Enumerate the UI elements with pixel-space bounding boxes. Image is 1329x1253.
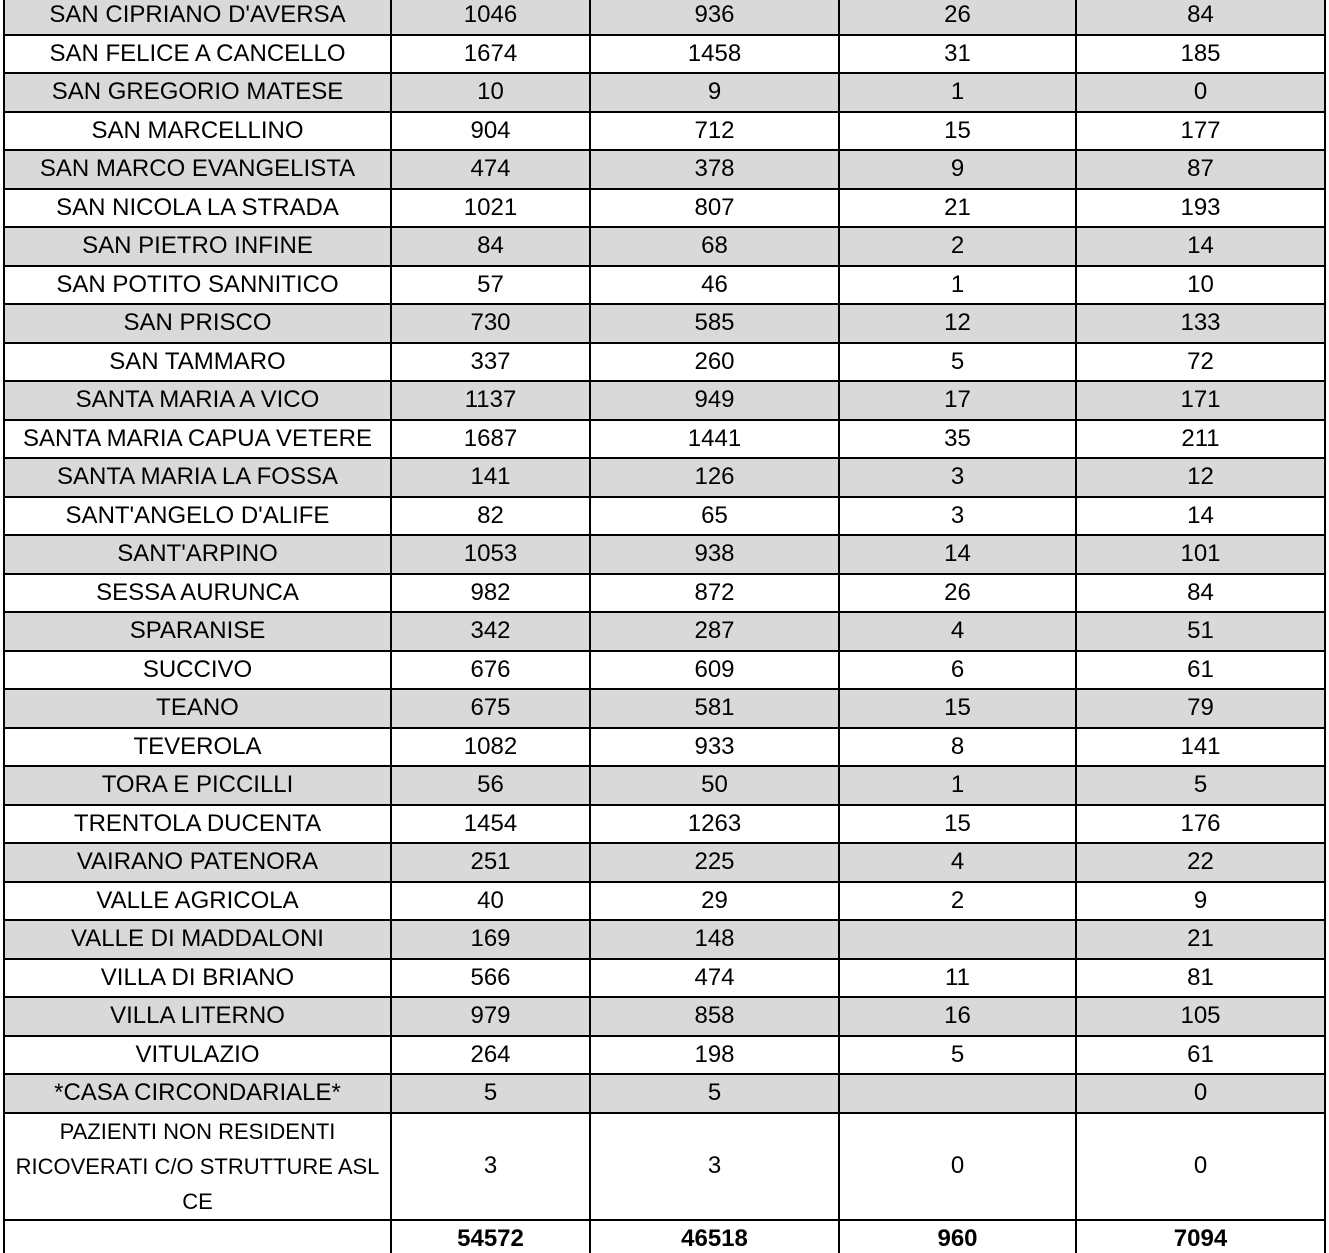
cell-name: SESSA AURUNCA — [4, 574, 391, 613]
cell-col-2: 148 — [590, 920, 839, 959]
table-row — [4, 651, 1325, 690]
cell-col-1: 141 — [391, 458, 590, 497]
cell-col-1: 1046 — [391, 0, 590, 35]
table-row — [4, 574, 1325, 613]
cell-col-1: 979 — [391, 997, 590, 1036]
cell-name: TORA E PICCILLI — [4, 766, 391, 805]
cell-name: SAN POTITO SANNITICO — [4, 266, 391, 305]
cell-col-1: 264 — [391, 1036, 590, 1075]
cell-col-3: 2 — [839, 882, 1076, 921]
cell-col-2: 225 — [590, 843, 839, 882]
cell-name: SAN GREGORIO MATESE — [4, 73, 391, 112]
cell-col-1: 251 — [391, 843, 590, 882]
table-row — [4, 266, 1325, 305]
cell-name: SAN PRISCO — [4, 304, 391, 343]
cell-col-4: 9 — [1076, 882, 1325, 921]
cell-col-1: 84 — [391, 227, 590, 266]
cell-col-3: 4 — [839, 843, 1076, 882]
cell-col-2: 1263 — [590, 805, 839, 844]
table-row — [4, 689, 1325, 728]
cell-col-2: 712 — [590, 112, 839, 151]
cell-col-2: 581 — [590, 689, 839, 728]
cell-col-2: 807 — [590, 189, 839, 228]
cell-col-4: 141 — [1076, 728, 1325, 767]
cell-col-4: 0 — [1076, 1074, 1325, 1113]
cell-col-2: 872 — [590, 574, 839, 613]
cell-col-3: 3 — [839, 497, 1076, 536]
cell-name: PAZIENTI NON RESIDENTI RICOVERATI C/O STRUTTURE ASL CE — [4, 1113, 391, 1220]
cell-col-3: 15 — [839, 112, 1076, 151]
cell-col-2: 260 — [590, 343, 839, 382]
cell-col-2: 609 — [590, 651, 839, 690]
cell-col-4: 84 — [1076, 0, 1325, 35]
cell-col-1: 56 — [391, 766, 590, 805]
cell-col-3: 15 — [839, 805, 1076, 844]
cell-name: TEANO — [4, 689, 391, 728]
cell-name: VAIRANO PATENORA — [4, 843, 391, 882]
cell-name: *CASA CIRCONDARIALE* — [4, 1074, 391, 1113]
cell-col-2: 126 — [590, 458, 839, 497]
cell-col-1: 342 — [391, 612, 590, 651]
cell-name: SANTA MARIA CAPUA VETERE — [4, 420, 391, 459]
table-row-nonresident-patients — [4, 1113, 1325, 1220]
cell-col-3: 5 — [839, 343, 1076, 382]
table-row — [4, 458, 1325, 497]
cell-col-4: 14 — [1076, 497, 1325, 536]
cell-col-3 — [839, 1074, 1076, 1113]
cell-col-4: 176 — [1076, 805, 1325, 844]
cell-col-4: 79 — [1076, 689, 1325, 728]
cell-col-2: 474 — [590, 959, 839, 998]
cell-col-4: 72 — [1076, 343, 1325, 382]
cell-col-4: 10 — [1076, 266, 1325, 305]
table-row — [4, 766, 1325, 805]
cell-col-1: 1674 — [391, 35, 590, 74]
cell-total-col-3: 960 — [839, 1220, 1076, 1253]
cell-col-3: 16 — [839, 997, 1076, 1036]
cell-col-4: 185 — [1076, 35, 1325, 74]
cell-total-col-1: 54572 — [391, 1220, 590, 1253]
table-row — [4, 728, 1325, 767]
cell-col-4: 14 — [1076, 227, 1325, 266]
table-row — [4, 73, 1325, 112]
cell-col-4: 211 — [1076, 420, 1325, 459]
cell-col-1: 57 — [391, 266, 590, 305]
cell-col-3: 3 — [839, 458, 1076, 497]
cell-total-label — [4, 1220, 391, 1253]
cell-col-1: 169 — [391, 920, 590, 959]
cell-col-1: 566 — [391, 959, 590, 998]
cell-name: VILLA LITERNO — [4, 997, 391, 1036]
cell-col-2: 50 — [590, 766, 839, 805]
cell-col-2: 938 — [590, 535, 839, 574]
cell-col-3: 26 — [839, 574, 1076, 613]
table-row — [4, 0, 1325, 35]
table-row — [4, 843, 1325, 882]
cell-col-4: 22 — [1076, 843, 1325, 882]
cell-col-4: 171 — [1076, 381, 1325, 420]
cell-col-1: 3 — [391, 1113, 590, 1220]
cell-col-1: 904 — [391, 112, 590, 151]
cell-col-3: 6 — [839, 651, 1076, 690]
cell-col-1: 337 — [391, 343, 590, 382]
cell-col-4: 87 — [1076, 150, 1325, 189]
cell-name: SAN TAMMARO — [4, 343, 391, 382]
cell-col-3: 14 — [839, 535, 1076, 574]
cell-col-3: 1 — [839, 266, 1076, 305]
cell-col-3: 0 — [839, 1113, 1076, 1220]
cell-col-1: 1082 — [391, 728, 590, 767]
cell-col-2: 949 — [590, 381, 839, 420]
cell-name: TEVEROLA — [4, 728, 391, 767]
cell-col-4: 61 — [1076, 651, 1325, 690]
cell-total-col-2: 46518 — [590, 1220, 839, 1253]
cell-col-1: 82 — [391, 497, 590, 536]
cell-name: SAN PIETRO INFINE — [4, 227, 391, 266]
cell-col-3: 5 — [839, 1036, 1076, 1075]
cell-col-3: 1 — [839, 766, 1076, 805]
cell-col-3: 11 — [839, 959, 1076, 998]
cell-col-1: 1137 — [391, 381, 590, 420]
cell-col-2: 3 — [590, 1113, 839, 1220]
cell-col-3: 35 — [839, 420, 1076, 459]
table-row — [4, 959, 1325, 998]
cell-col-1: 474 — [391, 150, 590, 189]
cell-col-3: 1 — [839, 73, 1076, 112]
cell-col-1: 1053 — [391, 535, 590, 574]
cell-col-1: 675 — [391, 689, 590, 728]
table-row — [4, 227, 1325, 266]
cell-name: SAN NICOLA LA STRADA — [4, 189, 391, 228]
cell-col-2: 936 — [590, 0, 839, 35]
cell-col-4: 193 — [1076, 189, 1325, 228]
cell-name: VALLE DI MADDALONI — [4, 920, 391, 959]
cell-name: SAN MARCO EVANGELISTA — [4, 150, 391, 189]
cell-col-3: 2 — [839, 227, 1076, 266]
cell-col-2: 585 — [590, 304, 839, 343]
cell-col-1: 1021 — [391, 189, 590, 228]
cell-col-2: 5 — [590, 1074, 839, 1113]
cell-col-4: 84 — [1076, 574, 1325, 613]
cell-name: SAN MARCELLINO — [4, 112, 391, 151]
table-row — [4, 1036, 1325, 1075]
cell-col-4: 101 — [1076, 535, 1325, 574]
cell-col-2: 287 — [590, 612, 839, 651]
table-body — [4, 0, 1325, 1253]
cell-col-4: 177 — [1076, 112, 1325, 151]
cell-col-1: 982 — [391, 574, 590, 613]
cell-col-2: 858 — [590, 997, 839, 1036]
cell-col-2: 1458 — [590, 35, 839, 74]
cell-col-3: 17 — [839, 381, 1076, 420]
cell-name: SUCCIVO — [4, 651, 391, 690]
cell-col-4: 5 — [1076, 766, 1325, 805]
table-row — [4, 189, 1325, 228]
cell-col-3 — [839, 920, 1076, 959]
cell-col-3: 9 — [839, 150, 1076, 189]
cell-name: SANT'ARPINO — [4, 535, 391, 574]
cell-col-1: 1687 — [391, 420, 590, 459]
cell-col-1: 730 — [391, 304, 590, 343]
cell-name: VILLA DI BRIANO — [4, 959, 391, 998]
cell-col-2: 68 — [590, 227, 839, 266]
table-row — [4, 882, 1325, 921]
table-row — [4, 381, 1325, 420]
table-row — [4, 920, 1325, 959]
cell-col-4: 12 — [1076, 458, 1325, 497]
cell-col-4: 133 — [1076, 304, 1325, 343]
cell-name: SANTA MARIA A VICO — [4, 381, 391, 420]
cell-col-4: 51 — [1076, 612, 1325, 651]
cell-col-2: 378 — [590, 150, 839, 189]
table-row — [4, 612, 1325, 651]
cell-col-4: 81 — [1076, 959, 1325, 998]
cell-col-2: 46 — [590, 266, 839, 305]
cell-col-2: 198 — [590, 1036, 839, 1075]
table-row — [4, 343, 1325, 382]
cell-name: TRENTOLA DUCENTA — [4, 805, 391, 844]
cell-col-3: 4 — [839, 612, 1076, 651]
table-row-totals — [4, 1220, 1325, 1253]
cell-col-3: 12 — [839, 304, 1076, 343]
cell-col-4: 61 — [1076, 1036, 1325, 1075]
table-row — [4, 112, 1325, 151]
cell-col-3: 15 — [839, 689, 1076, 728]
cell-col-1: 40 — [391, 882, 590, 921]
table-row — [4, 1074, 1325, 1113]
cell-name: VITULAZIO — [4, 1036, 391, 1075]
cell-col-3: 21 — [839, 189, 1076, 228]
table-row — [4, 304, 1325, 343]
cell-col-4: 105 — [1076, 997, 1325, 1036]
table-row — [4, 805, 1325, 844]
cell-name: SANT'ANGELO D'ALIFE — [4, 497, 391, 536]
cell-col-1: 10 — [391, 73, 590, 112]
cell-col-4: 0 — [1076, 73, 1325, 112]
cell-name: SANTA MARIA LA FOSSA — [4, 458, 391, 497]
table-row — [4, 535, 1325, 574]
cell-col-4: 0 — [1076, 1113, 1325, 1220]
cell-col-2: 9 — [590, 73, 839, 112]
cell-col-2: 1441 — [590, 420, 839, 459]
table-row — [4, 35, 1325, 74]
cell-col-2: 29 — [590, 882, 839, 921]
table-row — [4, 150, 1325, 189]
data-table — [3, 0, 1326, 1253]
cell-col-1: 1454 — [391, 805, 590, 844]
cell-col-3: 31 — [839, 35, 1076, 74]
cell-col-4: 21 — [1076, 920, 1325, 959]
table-row — [4, 420, 1325, 459]
cell-col-3: 26 — [839, 0, 1076, 35]
cell-name: SPARANISE — [4, 612, 391, 651]
cell-name: SAN CIPRIANO D'AVERSA — [4, 0, 391, 35]
table-row — [4, 997, 1325, 1036]
table-row — [4, 497, 1325, 536]
cell-col-2: 65 — [590, 497, 839, 536]
cell-name: VALLE AGRICOLA — [4, 882, 391, 921]
cell-col-1: 5 — [391, 1074, 590, 1113]
cell-col-3: 8 — [839, 728, 1076, 767]
cell-name: SAN FELICE A CANCELLO — [4, 35, 391, 74]
cell-col-1: 676 — [391, 651, 590, 690]
cell-col-2: 933 — [590, 728, 839, 767]
cell-total-col-4: 7094 — [1076, 1220, 1325, 1253]
